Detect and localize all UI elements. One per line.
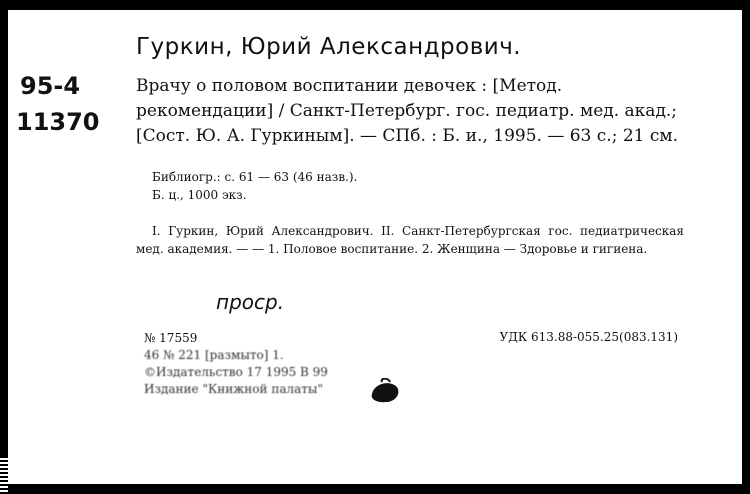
notes-block (136, 168, 684, 204)
handwritten-mark: проср. (216, 290, 285, 314)
shelf-note: 95-4 (20, 72, 81, 100)
imprint-line-1: 46 № 221 [размыто] 1. (144, 348, 284, 362)
imprint-line-2: ©Издательство 17 1995 В 99 (144, 365, 328, 379)
bibliography-note: Библиогр.: с. 61 — 63 (46 назв.). (152, 170, 358, 184)
subject-headings: I. Гуркин, Юрий Александрович. II. Санкт-Петербургская гос. педиатрическая мед. академия. — — 1. Половое воспитание. 2. Женщина — Здоровье и гигиена. (136, 224, 684, 256)
catalog-info (144, 330, 328, 398)
catalog-card (8, 10, 742, 484)
udc-code: УДК 613.88-055.25(083.131) (499, 330, 678, 344)
scan-edge (0, 458, 8, 494)
imprint-line-3: Издание "Книжной палаты" (144, 382, 323, 396)
edition-note: Б. ц., 1000 экз. (152, 188, 247, 202)
bibliographic-description: Врачу о половом воспитании девочек : [Метод. рекомендации] / Санкт-Петербург. гос. педиатр. мед. акад.; [Сост. Ю. А. Гуркиным]. — СПб. : Б. и., 1995. — 63 с.; 21 см. (136, 76, 679, 146)
record-number: № 17559 (144, 331, 198, 345)
inventory-note: 11370 (16, 108, 100, 136)
card-heading: Гуркин, Юрий Александрович. (136, 34, 522, 60)
ink-blot-icon (368, 378, 402, 406)
